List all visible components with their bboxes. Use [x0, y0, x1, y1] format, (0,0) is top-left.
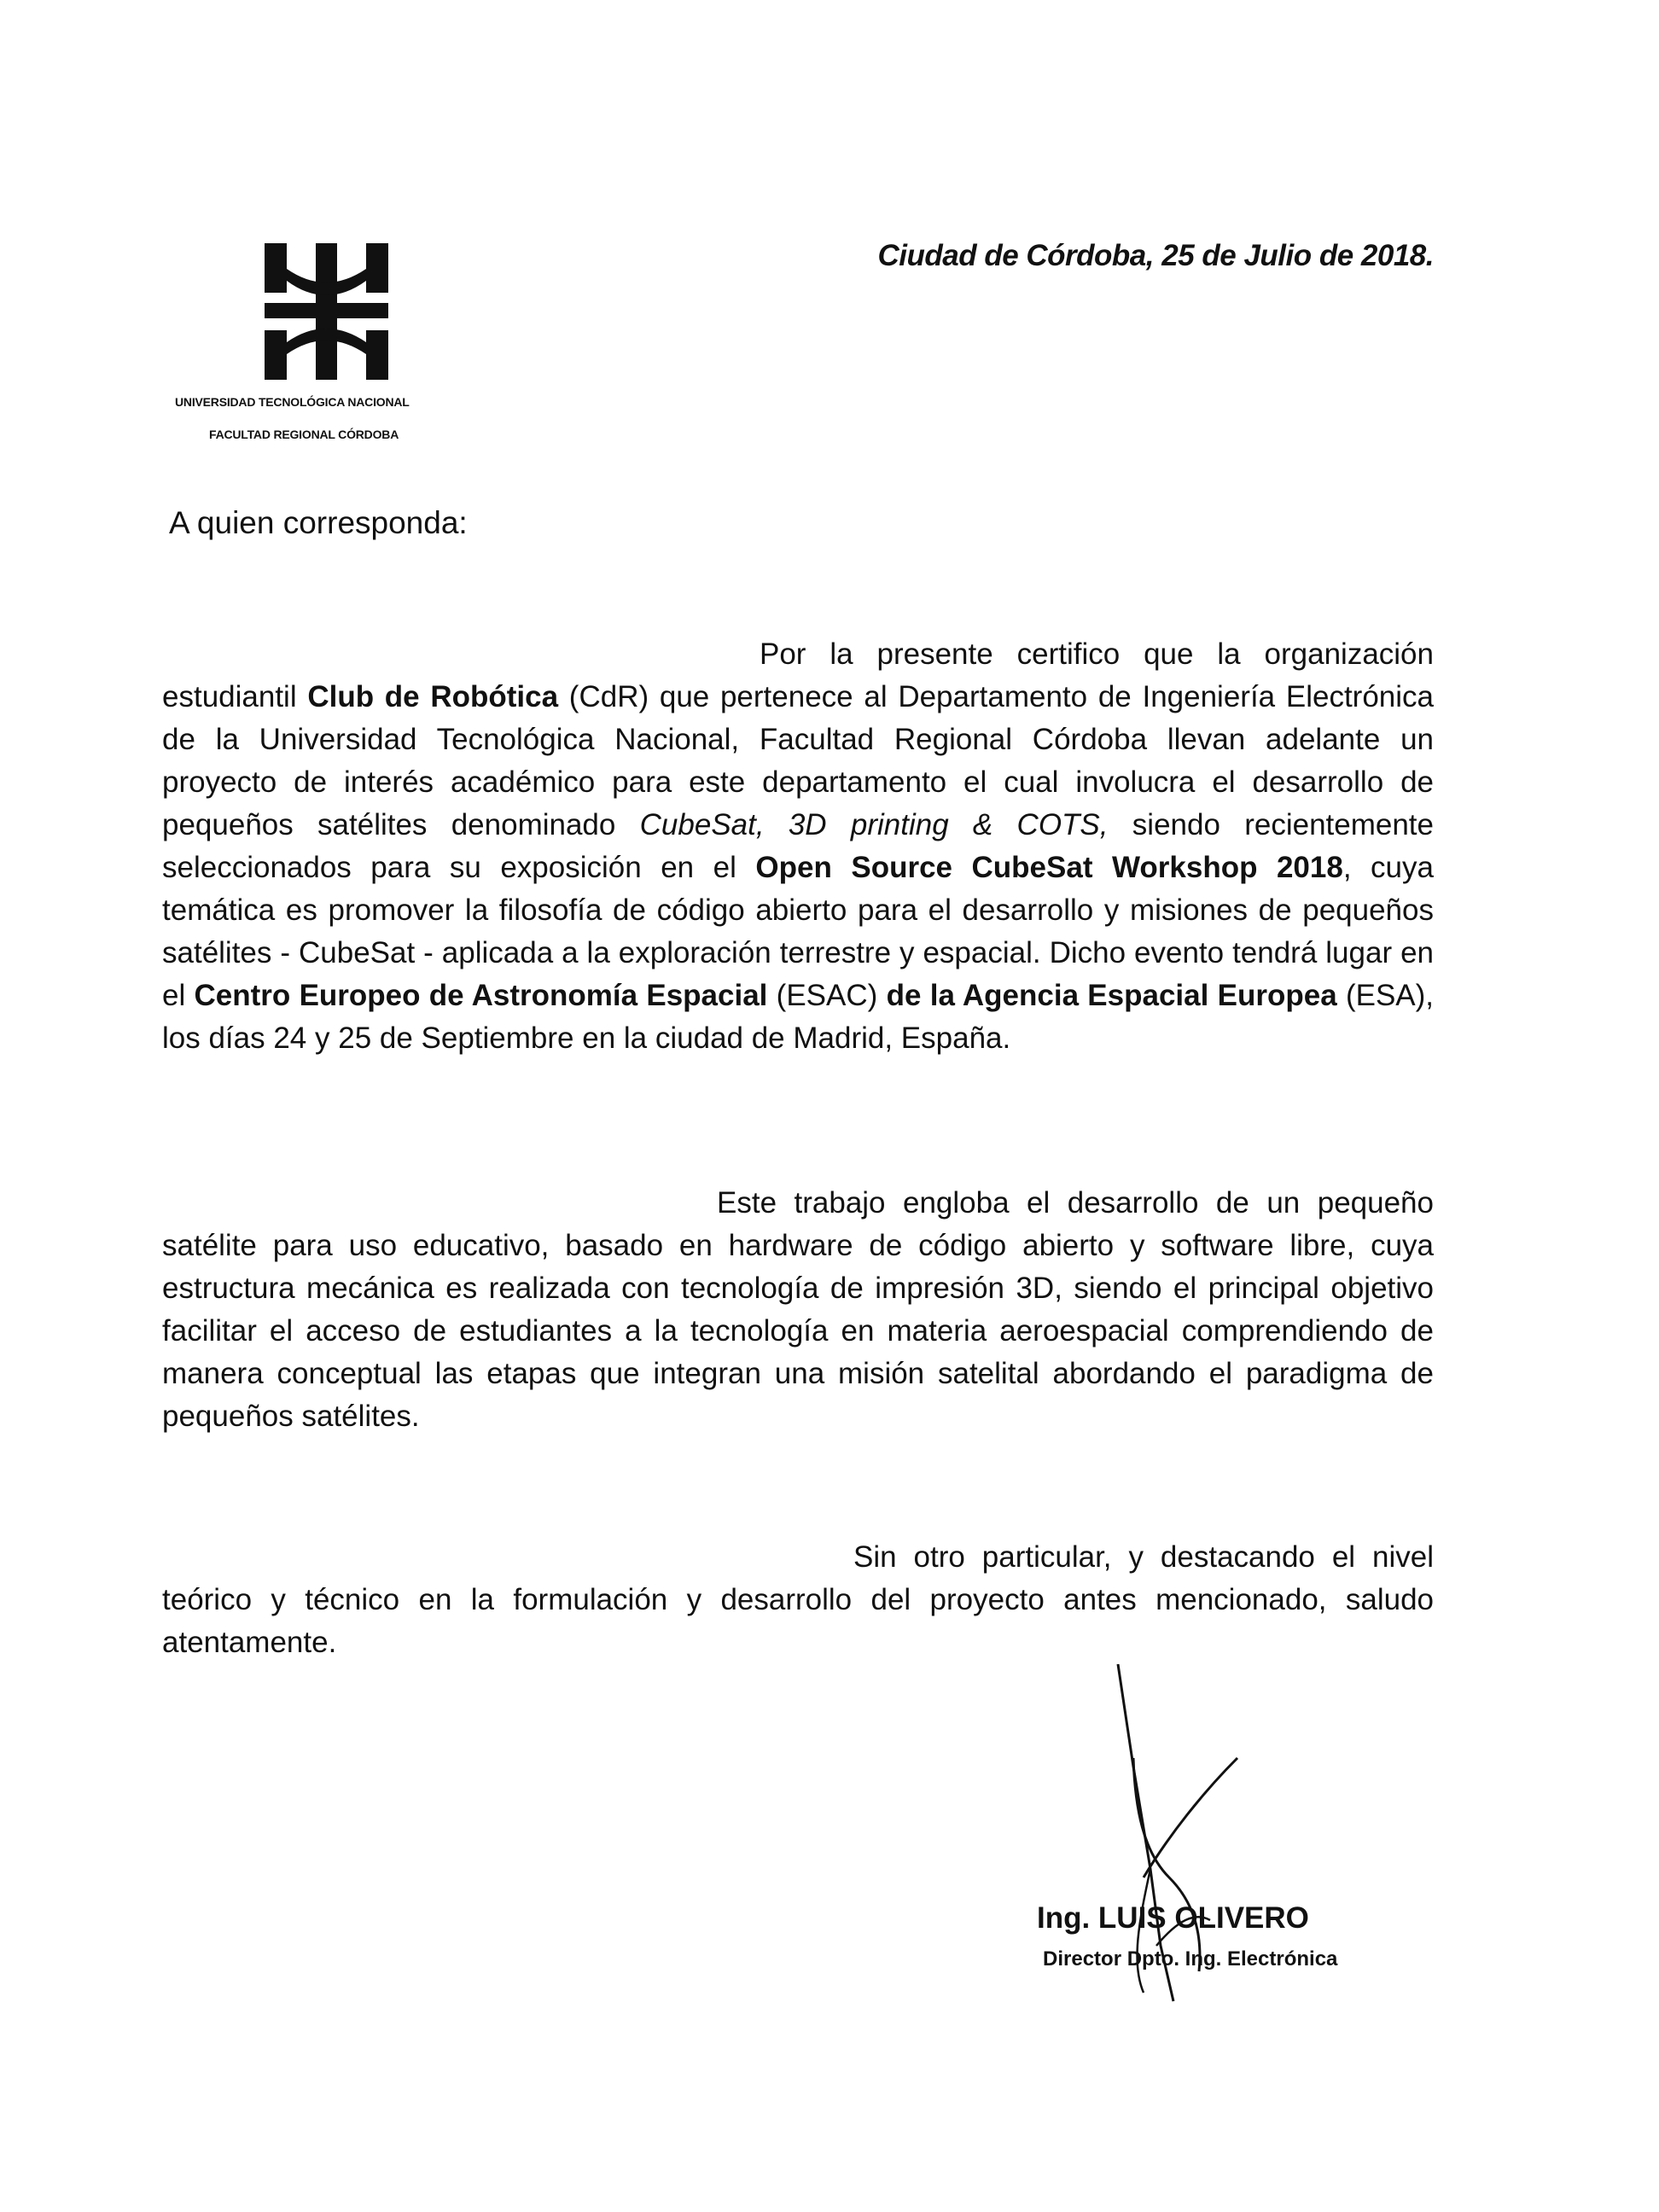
paragraph-closing: [162, 1536, 1434, 1664]
signatory-title: Director Dpto. Ing. Electrónica: [1043, 1947, 1338, 1970]
paragraph-text: (ESA), los días 24 y 25 de Septiembre en la ciudad de Madrid, España.: [162, 979, 1435, 1055]
paragraph-text: , cuya temática es promover la filosofía de código abierto para el desarrollo y misiones de pequeños satélites - CubeSat - aplicada a la exploración terrestre y espacial. Dicho evento tendrá lugar en el: [162, 851, 1434, 1012]
paragraph-text: Por la presente certifico que la organización estudiantil: [162, 637, 1434, 713]
university-logo: [175, 243, 499, 441]
paragraph-certification: [162, 633, 1434, 1060]
paragraph-text: (CdR) que pertenece al Departamento de Ingeniería Electrónica de la Universidad Tecnológica Nacional, Facultad Regional Córdoba llevan adelante un proyecto de interés académico para este departamento el cual involucra el desarrollo de pequeños satélites denominado: [162, 680, 1434, 841]
paragraph-text: Sin otro particular, y destacando el nivel teórico y técnico en la formulación y desarrollo del proyecto antes mencionado, saludo atentamente.: [162, 1540, 1434, 1659]
letter-date: Ciudad de Córdoba, 25 de Julio de 2018.: [877, 239, 1434, 272]
bold-agency-name: de la Agencia Espacial Europea: [886, 979, 1337, 1012]
utn-emblem-icon: [265, 243, 388, 380]
italic-project-name: CubeSat, 3D printing & COTS,: [639, 808, 1109, 841]
paragraph-text: (ESAC): [767, 979, 887, 1012]
paragraph-description: [162, 1182, 1434, 1438]
salutation: A quien corresponda:: [169, 505, 468, 540]
paragraph-text: Este trabajo engloba el desarrollo de un pequeño satélite para uso educativo, basado en hardware de código abierto y software libre, cuya estructura mecánica es realizada con tecnología de impresión 3D, siendo el principal objetivo facilitar el acceso de estudiantes a la tecnología en materia aeroespacial comprendiendo de manera conceptual las etapas que integran una misión satelital abordando el paradigma de pequeños satélites.: [162, 1186, 1434, 1433]
signatory-name: Ing. LUIS OLIVERO: [1037, 1901, 1309, 1935]
university-name: UNIVERSIDAD TECNOLÓGICA NACIONAL: [175, 395, 410, 409]
bold-club-name: Club de Robótica: [307, 680, 559, 713]
paragraph-text: siendo recientemente seleccionados para su exposición en el: [162, 808, 1434, 884]
bold-workshop-name: Open Source CubeSat Workshop 2018: [755, 851, 1343, 884]
faculty-name: FACULTAD REGIONAL CÓRDOBA: [209, 428, 399, 441]
bold-center-name: Centro Europeo de Astronomía Espacial: [194, 979, 768, 1012]
